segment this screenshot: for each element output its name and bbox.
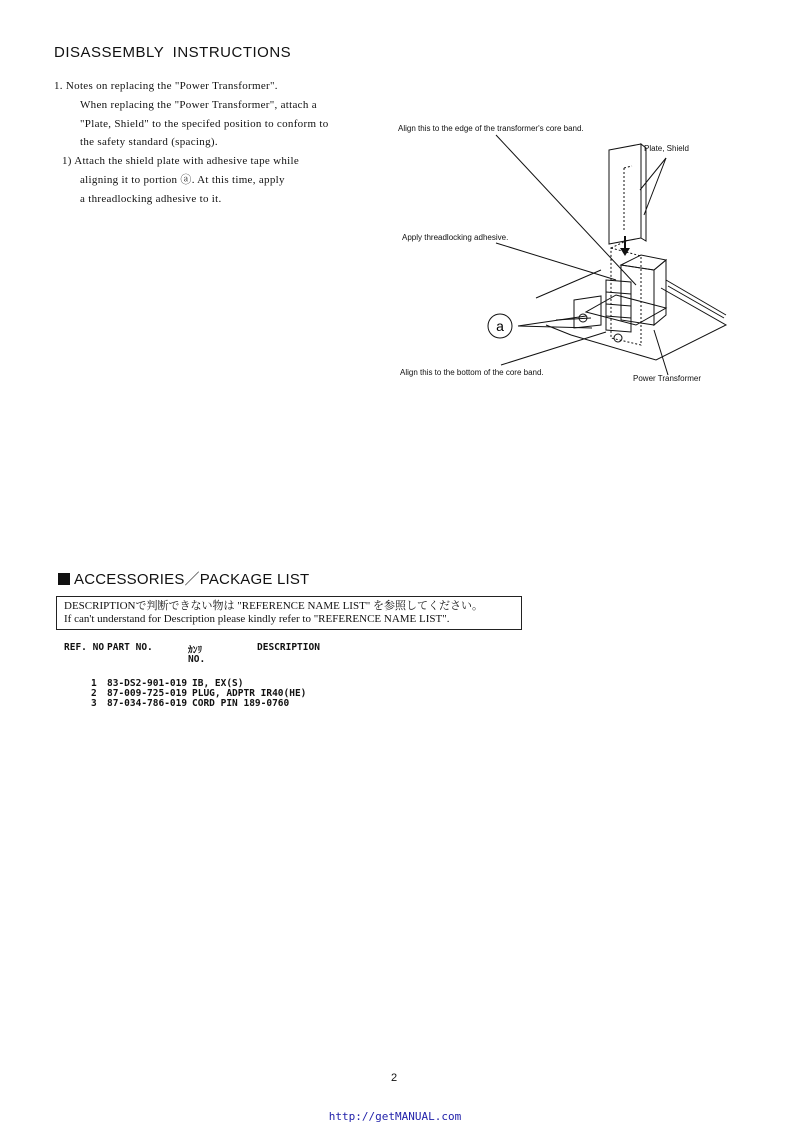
header-kanri-no: NO. — [188, 654, 206, 665]
instruction-text — [54, 77, 329, 209]
row-description: CORD PIN 189-0760 — [192, 698, 290, 709]
row-description: PLUG, ADPTR IR40(HE) — [192, 688, 307, 699]
row-part-no: 87-009-725-019 — [107, 688, 188, 699]
instruction-line: a threadlocking adhesive to it. — [80, 192, 222, 205]
header-part-no: PART NO. — [107, 642, 153, 653]
instruction-line: "Plate, Shield" to the specifed position to conform to — [80, 117, 329, 130]
instruction-line: 1. Notes on replacing the "Power Transformer". — [54, 80, 278, 92]
row-ref: 2 — [91, 688, 97, 699]
reference-note-box — [56, 596, 522, 630]
instruction-line: 1) Attach the shield plate with adhesive tape while — [62, 155, 300, 168]
label-align-bottom: Align this to the bottom of the core band. — [400, 368, 544, 377]
label-power-transformer: Power Transformer — [633, 374, 702, 383]
section-title-accessories — [58, 568, 309, 589]
section-title-disassembly: DISASSEMBLY INSTRUCTIONS — [54, 44, 292, 61]
accessories-title-text: ACCESSORIES／PACKAGE LIST — [74, 571, 310, 588]
label-plate-shield: Plate, Shield — [644, 144, 689, 153]
transformer-drawing — [396, 120, 736, 390]
reference-note-en: If can't understand for Description please kindly refer to "REFERENCE NAME LIST". — [64, 613, 450, 625]
callout-a-label: a — [496, 318, 504, 334]
header-description: DESCRIPTION — [257, 642, 320, 653]
instruction-line: the safety standard (spacing). — [80, 136, 218, 149]
label-align-edge: Align this to the edge of the transformer's core band. — [398, 124, 584, 133]
instruction-line: When replacing the "Power Transformer", attach a — [80, 98, 317, 111]
row-part-no: 83-DS2-901-019 — [107, 678, 188, 689]
page-number: 2 — [390, 1072, 398, 1084]
transformer-diagram — [396, 120, 736, 390]
instruction-line: aligning it to portion ⓐ. At this time, apply — [80, 173, 285, 186]
row-description: IB, EX(S) — [192, 678, 244, 689]
header-kanri: ｶﾝﾘ — [188, 645, 203, 656]
label-apply-adhesive: Apply threadlocking adhesive. — [402, 233, 509, 242]
row-ref: 3 — [91, 698, 97, 709]
row-ref: 1 — [91, 678, 97, 689]
footer-link[interactable]: http://getMANUAL.com — [328, 1110, 462, 1123]
reference-note-jp: DESCRIPTIONで判断できない物は "REFERENCE NAME LIST" を参照してください。 — [64, 600, 484, 612]
bullet-square-icon — [58, 573, 70, 585]
row-part-no: 87-034-786-019 — [107, 698, 188, 709]
header-ref-no: REF. NO — [64, 642, 105, 653]
